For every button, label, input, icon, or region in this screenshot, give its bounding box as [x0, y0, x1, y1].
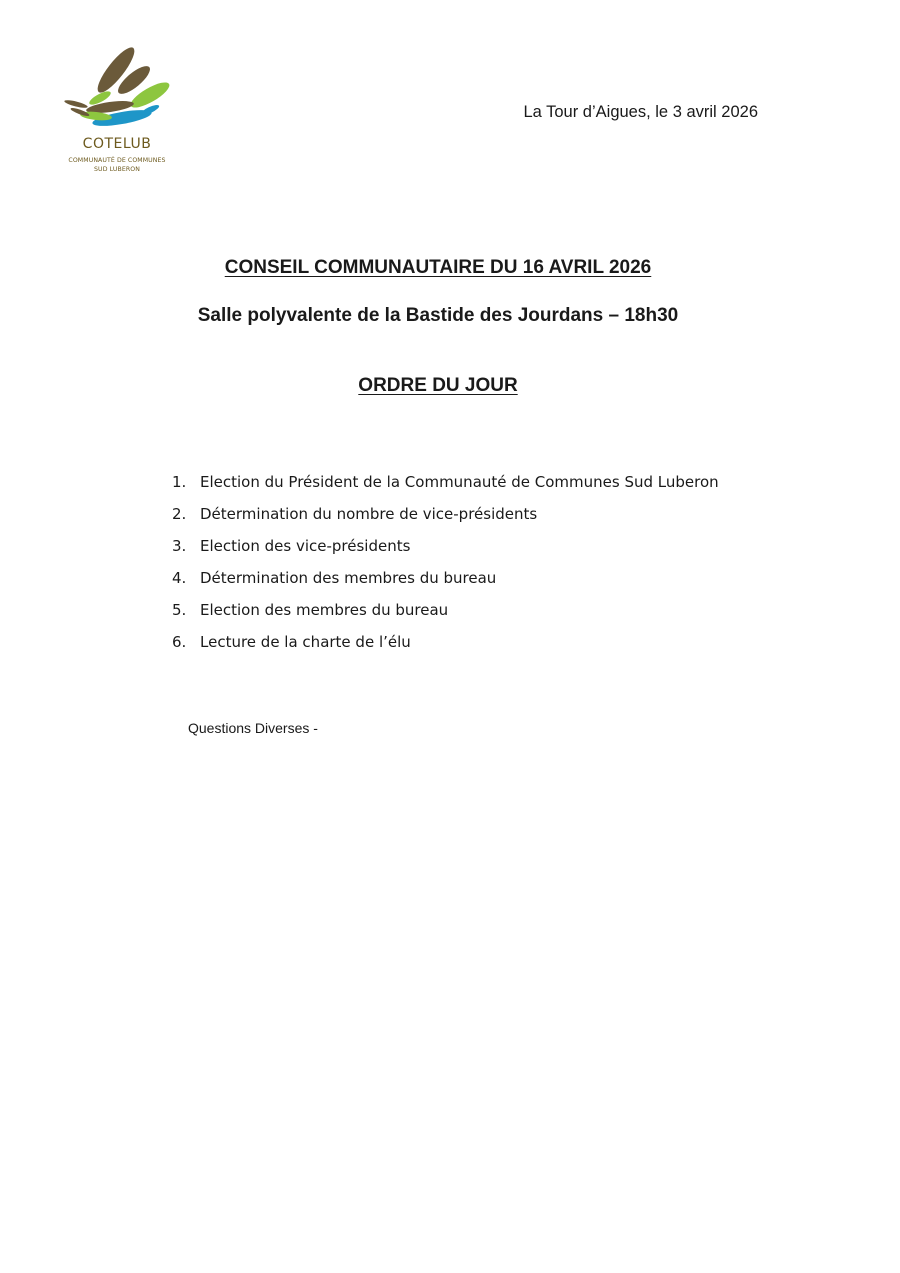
logo-subtitle-line1: COMMUNAUTÉ DE COMMUNES	[68, 157, 166, 164]
agenda-item-number: 1.	[172, 473, 187, 491]
agenda-item	[172, 502, 719, 534]
agenda-item-number: 5.	[172, 601, 187, 619]
agenda-item-text: Détermination des membres du bureau	[200, 569, 497, 587]
questions-diverses: Questions Diverses -	[188, 720, 318, 736]
venue-line: Salle polyvalente de la Bastide des Jourdans – 18h30	[197, 305, 679, 326]
agenda-item-text: Election des membres du bureau	[200, 601, 449, 619]
agenda-item	[172, 534, 719, 566]
document-title: CONSEIL COMMUNAUTAIRE DU 16 AVRIL 2026	[224, 257, 652, 278]
logo-name: COTELUB	[82, 136, 152, 152]
agenda-item	[172, 630, 719, 662]
agenda-item-number: 3.	[172, 537, 187, 555]
agenda-item-text: Lecture de la charte de l’élu	[200, 633, 411, 651]
agenda-item-text: Détermination du nombre de vice-présidents	[200, 505, 538, 523]
agenda-item-number: 2.	[172, 505, 187, 523]
agenda-item-number: 4.	[172, 569, 187, 587]
agenda-list	[172, 470, 719, 662]
logo-subtitle-line2: SUD LUBERON	[94, 166, 140, 173]
agenda-item	[172, 598, 719, 630]
date-location-line: La Tour d’Aigues, le 3 avril 2026	[523, 103, 758, 121]
cotelub-logo-icon	[60, 40, 174, 132]
agenda-item	[172, 566, 719, 598]
agenda-item-number: 6.	[172, 633, 187, 651]
agenda-item	[172, 470, 719, 502]
agenda-item-text: Election du Président de la Communauté de Communes Sud Luberon	[200, 473, 719, 491]
cotelub-logo	[58, 40, 176, 180]
agenda-heading: ORDRE DU JOUR	[358, 375, 518, 396]
agenda-item-text: Election des vice-présidents	[200, 537, 411, 555]
